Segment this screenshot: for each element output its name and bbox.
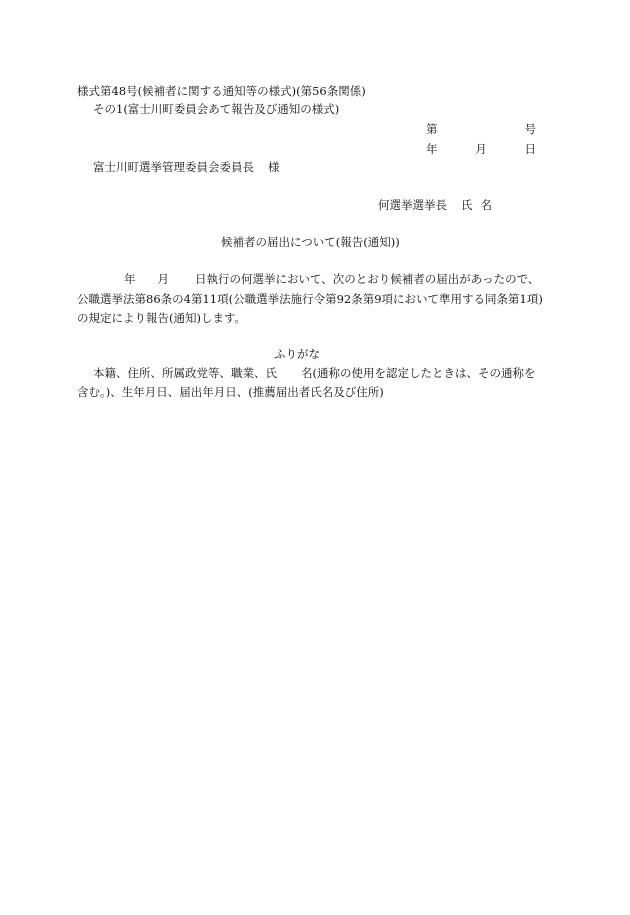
document-title: 候補者の届出について(報告(通知)) <box>221 235 400 249</box>
form-subheader: その1(富士川町委員会あて報告及び通知の様式) <box>93 102 340 116</box>
date-year: 年 <box>426 142 438 156</box>
body-line-1 <box>77 274 539 286</box>
date-day: 日 <box>524 142 536 156</box>
fields-line1-rest: (通称の使用を認定したときは、その通称を <box>312 366 536 380</box>
furigana-label: ふりがな <box>274 347 320 361</box>
date-line <box>426 144 536 156</box>
sender-given: 名 <box>480 198 492 212</box>
form-header: 様式第48号(候補者に関する通知等の様式)(第56条関係) <box>77 84 366 98</box>
body-month: 月 <box>157 272 169 286</box>
sender-line <box>378 200 492 212</box>
fields-line1-start: 本籍、住所、所属政党等、職業、氏 <box>93 366 277 380</box>
addressee-line <box>93 162 280 174</box>
fields-line1-name: 名 <box>301 366 313 380</box>
number-suffix: 号 <box>524 122 536 136</box>
fields-line-2: 含む。)、生年月日、届出年月日、(推薦届出者氏名及び住所) <box>77 385 384 399</box>
fields-line-1 <box>93 368 535 380</box>
sender-surname: 氏 <box>461 198 473 212</box>
body-line1-rest: 日執行の何選挙において、次のとおり候補者の届出があったので、 <box>195 272 540 286</box>
document-number-line <box>426 124 536 136</box>
body-year: 年 <box>124 272 136 286</box>
body-line-3: の規定により報告(通知)します。 <box>77 311 247 325</box>
sender-title: 何選挙選挙長 <box>378 198 447 212</box>
addressee-honorific: 様 <box>268 160 280 174</box>
number-prefix: 第 <box>426 122 438 136</box>
date-month: 月 <box>475 142 487 156</box>
addressee-name: 富士川町選挙管理委員会委員長 <box>93 160 254 174</box>
body-line-2: 公職選挙法第86条の4第11項(公職選挙法施行令第92条第9項において準用する同条第1項) <box>77 292 543 306</box>
